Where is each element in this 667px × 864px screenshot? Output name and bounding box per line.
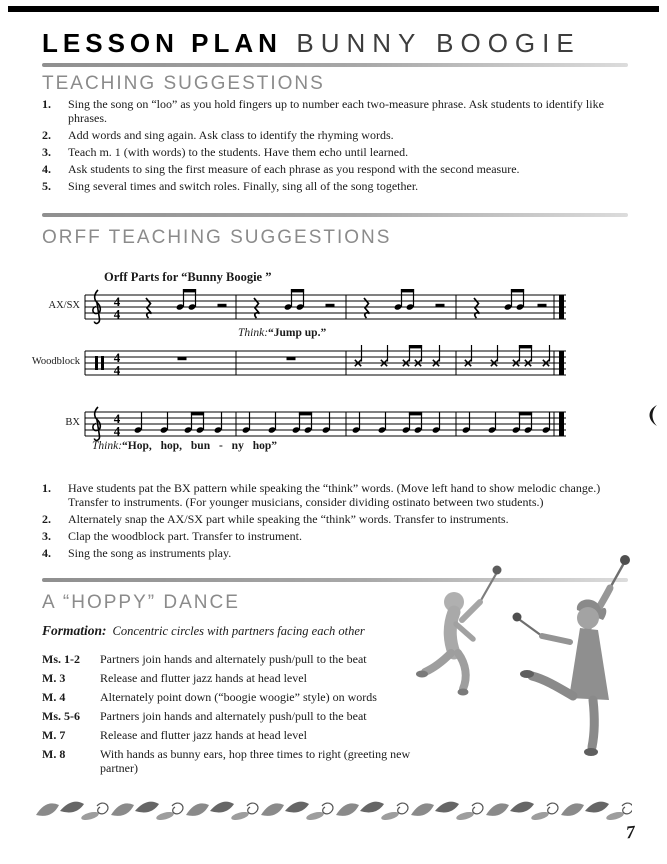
measure-label: M. 3 [42,671,66,685]
formation-text: Concentric circles with partners facing each other [112,624,365,638]
list-item [42,530,630,544]
time-signature-top: 4 [113,350,121,365]
score-title: Orff Parts for “Bunny Boogie ” [104,270,272,284]
table-row [42,709,442,723]
measure-label: M. 8 [42,747,66,761]
item-number: 3. [42,144,51,159]
section-divider [42,213,628,217]
page-title-main: LESSON PLAN [42,28,282,58]
think-annotation-jump [238,327,326,339]
measure-text: Partners join hands and alternately push/pull to the beat [100,652,367,666]
section-divider [42,63,628,67]
measure-text: Release and flutter jazz hands at head level [100,728,307,742]
list-item [42,98,630,125]
list-item [42,163,630,177]
list-item [42,129,630,143]
item-number: 4. [42,545,51,560]
list-item [42,513,630,527]
think-prefix: Think: [238,327,269,339]
think-prefix: Think: [92,440,123,452]
page-title [42,28,581,59]
item-number: 2. [42,127,51,142]
time-signature-bottom: 4 [113,362,121,378]
orff-heading: ORFF TEACHING SUGGESTIONS [42,227,392,248]
measure-text: Alternately point down (“boogie woogie” style) on words [100,690,377,704]
item-text: Ask students to sing the first measure of each phrase as you respond with the second measure. [68,161,520,176]
item-number: 1. [42,97,51,111]
item-text: Sing several times and switch roles. Finally, sing all of the song together. [68,178,419,193]
table-row [42,690,442,704]
dance-table [42,652,442,780]
staff-label-axsx: AX/SX [48,300,80,311]
staff-label-woodblock: Woodblock [31,356,80,367]
time-signature-bottom: 4 [113,306,121,322]
measure-label: Ms. 5-6 [42,709,80,723]
leaf-border [32,793,632,827]
page-curl-icon [644,404,660,428]
dancers-illustration [392,550,662,792]
think-annotation-hop [92,440,277,452]
woodblock-staff [84,343,576,389]
item-number: 3. [42,528,51,543]
staff-label-bx: BX [65,417,80,428]
table-row [42,728,442,742]
table-row [42,747,442,775]
item-text: Sing the song on “loo” as you hold fingers up to number each two-measure phrase. Ask students to identify like phrases. [68,97,604,125]
measure-label: M. 7 [42,728,66,742]
table-row [42,671,442,685]
item-text: Have students pat the BX pattern while speaking the “think” words. (Move left hand to show melodic change.) Transfer to instruments. (For younger musicians, consider dividing ostinato between two students.) [68,481,601,509]
think-text: “Jump up.” [268,327,327,339]
measure-text: Partners join hands and alternately push/pull to the beat [100,709,367,723]
page-title-sub: BUNNY BOOGIE [296,28,581,58]
item-text: Add words and sing again. Ask class to identify the rhyming words. [68,127,394,142]
table-row [42,652,442,666]
list-item [42,146,630,160]
time-signature-top: 4 [113,411,121,426]
item-text: Sing the song as instruments play. [68,545,232,560]
item-text: Teach m. 1 (with words) to the students. Have them echo until learned. [68,144,409,159]
dance-heading: A “HOPPY” DANCE [42,592,240,613]
list-item [42,482,630,509]
item-number: 5. [42,178,51,193]
item-number: 2. [42,511,51,526]
page-number: 7 [624,821,636,843]
item-text: Alternately snap the AX/SX part while speaking the “think” words. Transfer to instruments. [68,511,509,526]
teaching-heading: TEACHING SUGGESTIONS [42,73,325,94]
item-text: Clap the woodblock part. Transfer to instrument. [68,528,302,543]
formation-label: Formation: [42,623,107,638]
measure-label: Ms. 1-2 [42,652,80,666]
teaching-list [42,98,630,197]
list-item [42,180,630,194]
top-border [8,6,659,12]
measure-text: Release and flutter jazz hands at head level [100,671,307,685]
think-text: “Hop, hop, bun - ny hop” [122,440,277,452]
measure-label: M. 4 [42,690,66,704]
formation-line [42,623,365,639]
item-number: 4. [42,161,51,176]
axsx-staff [84,287,576,333]
percussion-clef [95,356,98,370]
time-signature-top: 4 [113,294,121,309]
measure-text: With hands as bunny ears, hop three times to right (greeting new partner) [100,747,411,775]
item-number: 1. [42,481,51,495]
time-signature-bottom: 4 [113,423,121,439]
